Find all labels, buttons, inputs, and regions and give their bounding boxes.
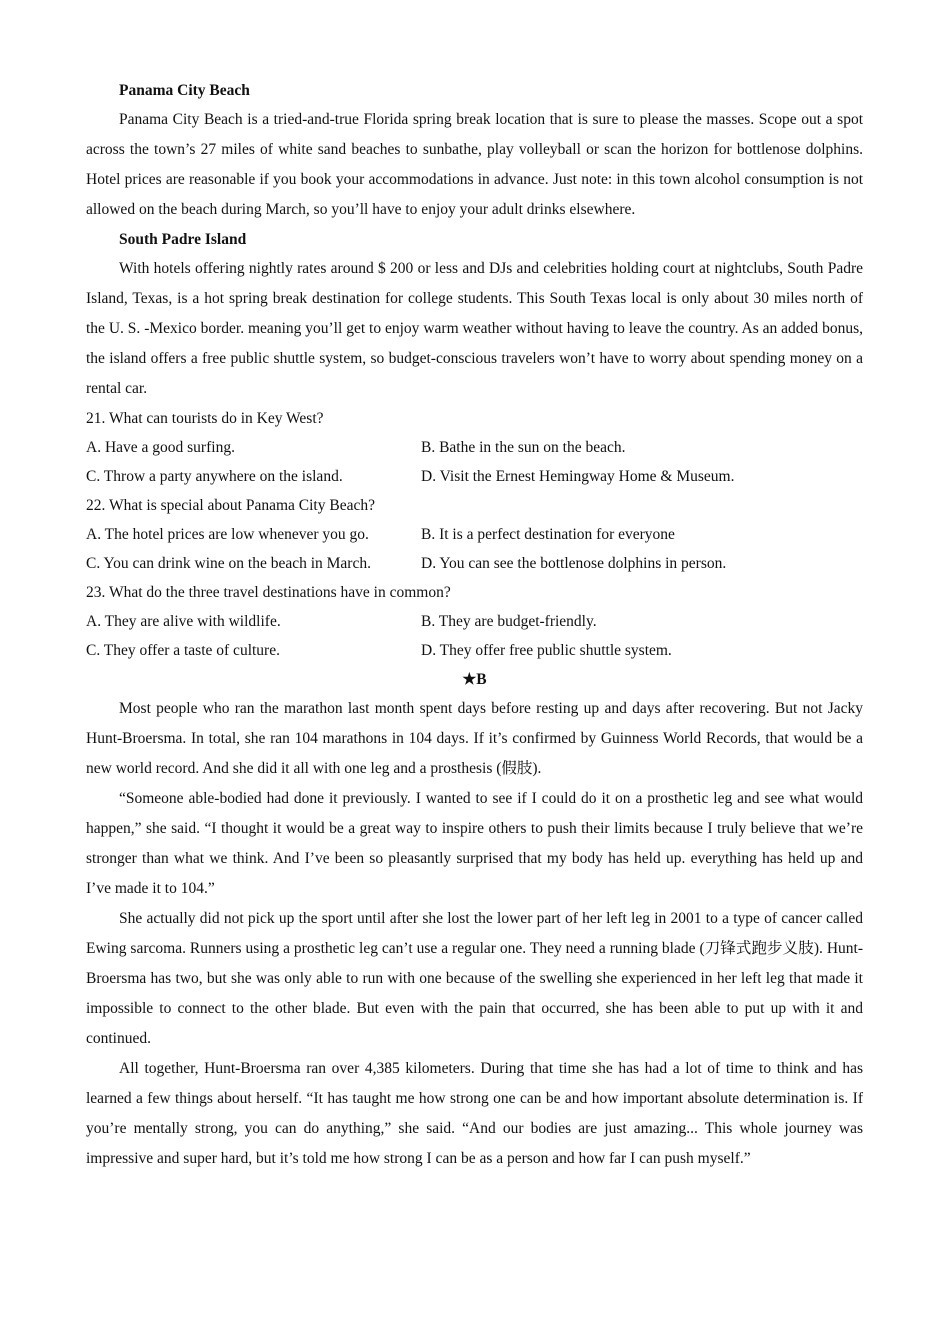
option-b: B. They are budget-friendly.	[421, 613, 597, 630]
option-a: A. The hotel prices are low whenever you go.	[86, 526, 369, 543]
option-a: A. They are alive with wildlife.	[86, 613, 281, 630]
option-a: A. Have a good surfing.	[86, 439, 235, 456]
question-stem: 21. What can tourists do in Key West?	[86, 410, 324, 427]
document-page	[86, 76, 863, 1174]
section-b-title: ★B	[462, 671, 487, 688]
option-c: C. You can drink wine on the beach in March.	[86, 555, 371, 572]
question-21	[86, 404, 863, 491]
section-b-paragraph-2: “Someone able-bodied had done it previously. I wanted to see if I could do it on a prosthetic leg and see what would happen,” she said. “I thought it would be a great way to inspire others to push their limits because I truly believe that we’re stronger than what we think. And I’ve been so pleasantly surprised that my body has held up. everything has held up and I’ve made it to 104.”	[86, 790, 863, 897]
option-c: C. They offer a taste of culture.	[86, 642, 280, 659]
panama-paragraph: Panama City Beach is a tried-and-true Florida spring break location that is sure to please the masses. Scope out a spot across the town’s 27 miles of white sand beaches to sunbathe, play volleyball or scan the horizon for bottlenose dolphins. Hotel prices are reasonable if you book your accommodations in advance. Just note: in this town alcohol consumption is not allowed on the beach during March, so you’ll have to enjoy your adult drinks elsewhere.	[86, 111, 863, 218]
panama-heading: Panama City Beach	[119, 82, 250, 99]
padre-paragraph: With hotels offering nightly rates around $ 200 or less and DJs and celebrities holding court at nightclubs, South Padre Island, Texas, is a hot spring break destination for college students. This South Texas local is only about 30 miles north of the U. S. -Mexico border. meaning you’ll get to enjoy warm weather without having to leave the country. As an added bonus, the island offers a free public shuttle system, so budget-conscious travelers won’t have to worry about spending money on a rental car.	[86, 260, 863, 397]
option-d: D. They offer free public shuttle system.	[421, 642, 672, 659]
option-b: B. It is a perfect destination for everyone	[421, 526, 675, 543]
question-22	[86, 491, 863, 578]
question-23	[86, 578, 863, 665]
section-b-paragraph-4: All together, Hunt-Broersma ran over 4,385 kilometers. During that time she has had a lot of time to think and has learned a few things about herself. “It has taught me how strong one can be and how important absolute determination is. If you’re mentally strong, you can do anything,” she said. “And our bodies are just amazing... This whole journey was impressive and super hard, but it’s told me how strong I can be as a person and how far I can push myself.”	[86, 1060, 863, 1167]
option-d: D. Visit the Ernest Hemingway Home & Museum.	[421, 468, 735, 485]
option-b: B. Bathe in the sun on the beach.	[421, 439, 626, 456]
padre-heading: South Padre Island	[119, 231, 247, 248]
option-d: D. You can see the bottlenose dolphins in person.	[421, 555, 727, 572]
option-c: C. Throw a party anywhere on the island.	[86, 468, 343, 485]
question-stem: 23. What do the three travel destinations have in common?	[86, 584, 451, 601]
section-b-paragraph-3: She actually did not pick up the sport until after she lost the lower part of her left leg in 2001 to a type of cancer called Ewing sarcoma. Runners using a prosthetic leg can’t use a regular one. They need a running blade (刀锋式跑步义肢). Hunt-Broersma has two, but she was only able to run with one because of the swelling she experienced in her left leg that made it impossible to connect to the other blade. But even with the pain that occurred, she has been able to put up with it and continued.	[86, 910, 863, 1047]
question-stem: 22. What is special about Panama City Beach?	[86, 497, 375, 514]
section-b-paragraph-1: Most people who ran the marathon last month spent days before resting up and days after recovering. But not Jacky Hunt-Broersma. In total, she ran 104 marathons in 104 days. If it’s confirmed by Guinness World Records, that would be a new world record. And she did it all with one leg and a prosthesis (假肢).	[86, 700, 863, 777]
